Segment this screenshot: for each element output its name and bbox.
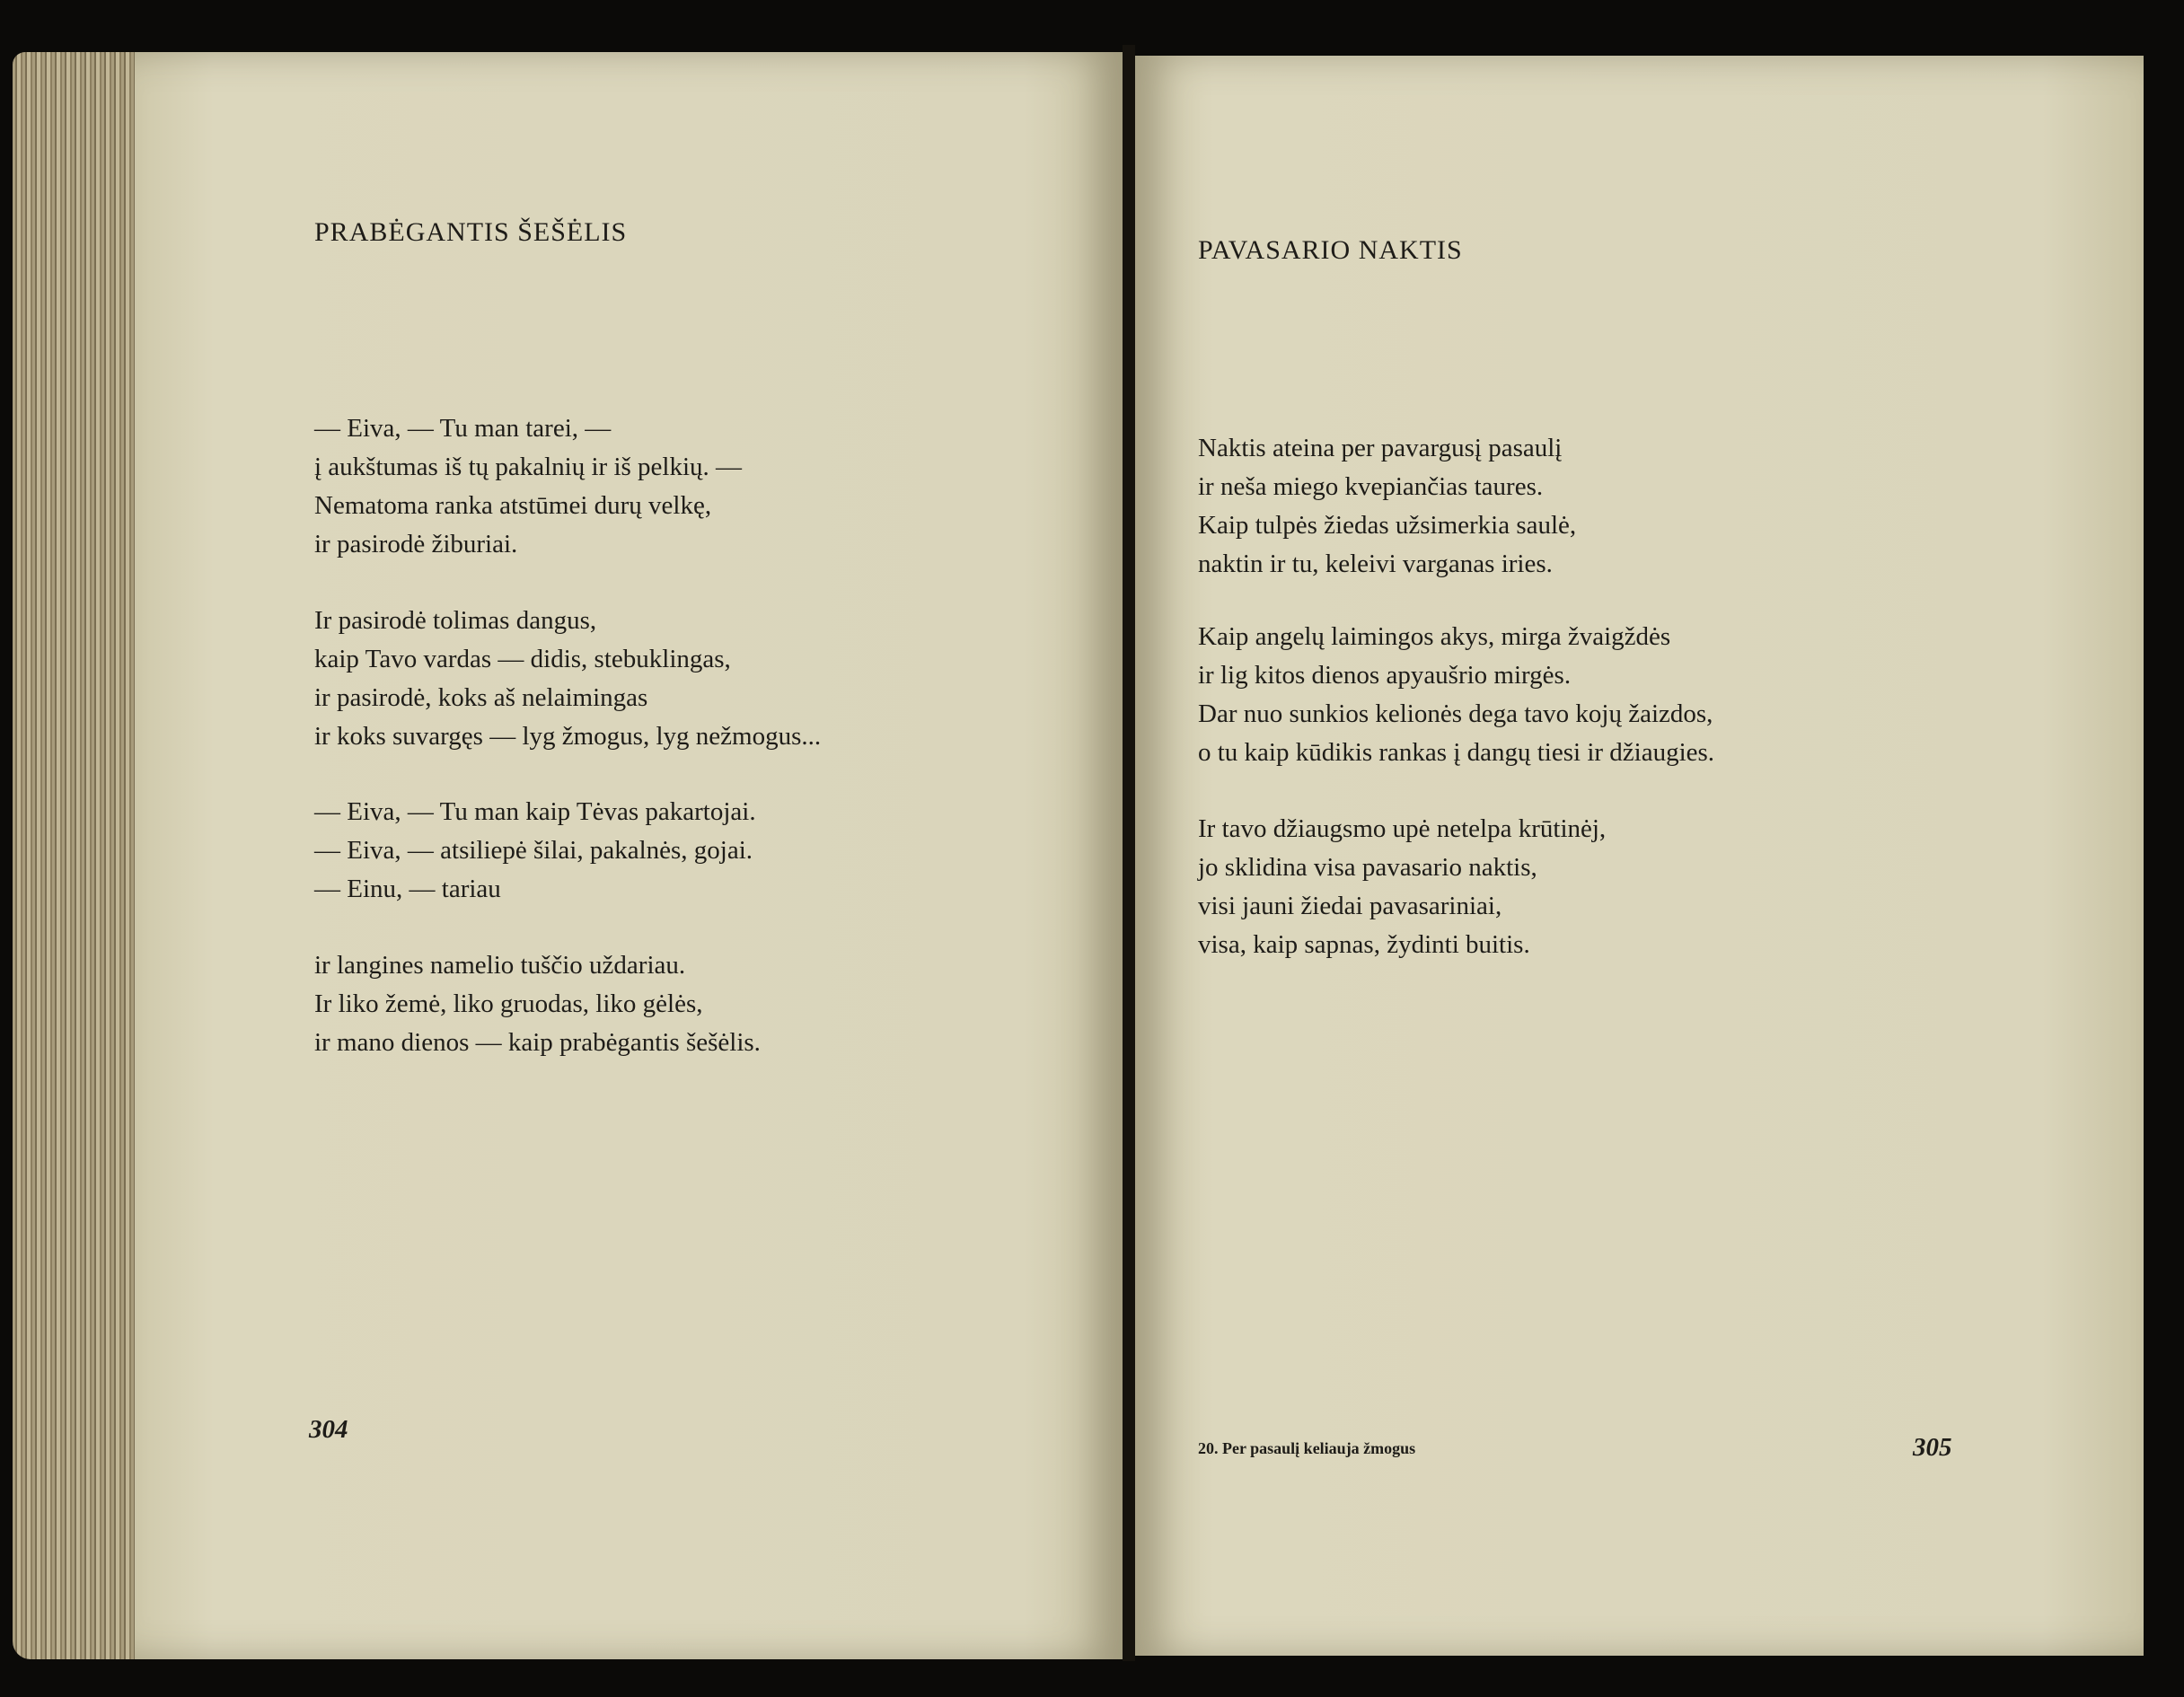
verse-line: — Eiva, — atsiliepė šilai, pakalnės, gojai. — [314, 836, 753, 865]
verse-line: Dar nuo sunkios kelionės dega tavo kojų žaizdos, — [1198, 699, 1713, 728]
verse-line: naktin ir tu, keleivi varganas iries. — [1198, 550, 1553, 578]
stanza — [314, 793, 756, 909]
verse-line: į aukštumas iš tų pakalnių ir iš pelkių. — — [314, 453, 743, 481]
stanza — [314, 409, 742, 564]
verse-line: kaip Tavo vardas — didis, stebuklingas, — [314, 645, 731, 673]
verse-line: ir mano dienos — kaip prabėgantis šešėlis. — [314, 1028, 761, 1057]
stanza — [1198, 618, 1714, 772]
verse-line: Naktis ateina per pavargusį pasaulį — [1198, 434, 1563, 462]
verse-line: Ir pasirodė tolimas dangus, — [314, 606, 597, 635]
verse-line: visa, kaip sapnas, žydinti buitis. — [1198, 930, 1530, 959]
stanza — [314, 602, 821, 756]
verse-line: Ir liko žemė, liko gruodas, liko gėlės, — [314, 989, 703, 1018]
verse-line: ir pasirodė, koks aš nelaimingas — [314, 683, 648, 712]
stanza — [1198, 810, 1606, 964]
verse-line: ir koks suvargęs — lyg žmogus, lyg nežmogus... — [314, 722, 822, 751]
book-gutter — [1123, 45, 1135, 1661]
verse-line: ir langines namelio tuščio uždariau. — [314, 951, 686, 980]
page-number-right: 305 — [1913, 1433, 1952, 1462]
verse-line: visi jauni žiedai pavasariniai, — [1198, 892, 1502, 920]
verse-line: — Einu, — tariau — [314, 875, 501, 903]
signature-footer: 20. Per pasaulį keliauja žmogus — [1198, 1439, 1416, 1457]
poem-title-left: PRABĖGANTIS ŠEŠĖLIS — [314, 217, 628, 247]
verse-line: o tu kaip kūdikis rankas į dangų tiesi ir džiaugies. — [1198, 738, 1715, 767]
poem-title-right: PAVASARIO NAKTIS — [1198, 235, 1463, 265]
verse-line: jo sklidina visa pavasario naktis, — [1198, 853, 1537, 882]
verse-line: Kaip tulpės žiedas užsimerkia saulė, — [1198, 511, 1577, 540]
verse-line: Nematoma ranka atstūmei durų velkę, — [314, 491, 712, 520]
verse-line: ir lig kitos dienos apyaušrio mirgės. — [1198, 661, 1572, 690]
stanza — [1198, 429, 1576, 584]
page-number-left: 304 — [309, 1415, 348, 1444]
verse-line: ir pasirodė žiburiai. — [314, 530, 518, 558]
verse-line: ir neša miego kvepiančias taures. — [1198, 472, 1544, 501]
verse-line: Ir tavo džiaugsmo upė netelpa krūtinėj, — [1198, 814, 1607, 843]
verse-line: — Eiva, — Tu man kaip Tėvas pakartojai. — [314, 797, 756, 826]
stanza — [314, 946, 761, 1062]
page-stack-edge — [13, 52, 147, 1659]
verse-line: Kaip angelų laimingos akys, mirga žvaigždės — [1198, 622, 1671, 651]
verse-line: — Eiva, — Tu man tarei, — — [314, 414, 612, 443]
